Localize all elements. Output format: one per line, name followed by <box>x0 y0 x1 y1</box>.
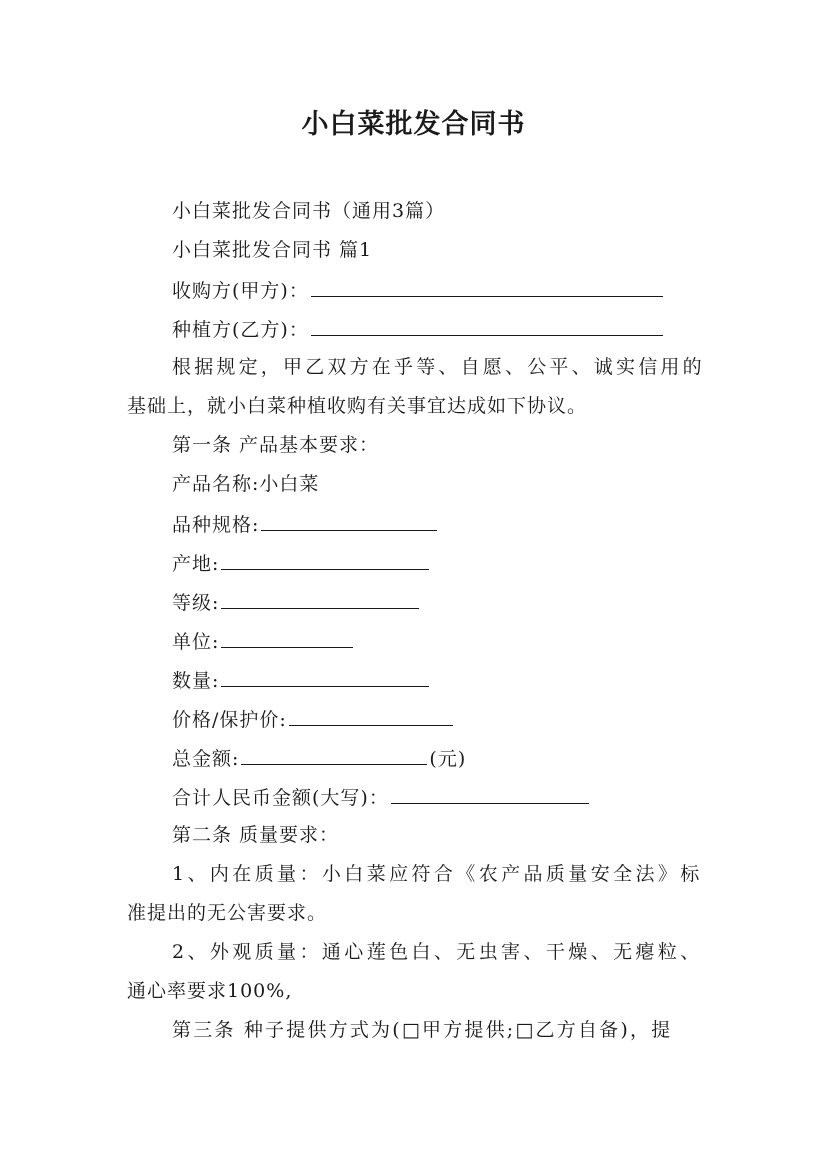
intro-line-2: 基础上，就小白菜种植收购有关事宜达成如下协议。 <box>127 395 588 417</box>
section-heading: 小白菜批发合同书 篇1 <box>172 239 373 261</box>
grade-row <box>172 588 421 616</box>
quantity-blank <box>221 666 429 687</box>
intro-line-1: 根据规定，甲乙双方在乎等、自愿、公平、诚实信用的 <box>172 356 705 378</box>
unit-label: 单位: <box>172 631 220 653</box>
document-title: 小白菜批发合同书 <box>301 109 526 140</box>
product-name: 产品名称:小白菜 <box>172 473 320 495</box>
grade-blank <box>221 588 419 609</box>
article3-line-1: 第三条 种子提供方式为(□甲方提供;□乙方自备)，提 <box>172 1019 673 1041</box>
document-subtitle: 小白菜批发合同书（通用3篇） <box>172 200 446 222</box>
article1-heading: 第一条 产品基本要求： <box>172 434 380 456</box>
quality2-line-1: 2、外观质量：通心莲色白、无虫害、干燥、无瘪粒、 <box>172 941 703 963</box>
total-suffix: (元) <box>429 748 467 770</box>
price-row <box>172 705 455 733</box>
unit-blank <box>221 627 353 648</box>
grower-label: 种植方(乙方)： <box>172 319 309 341</box>
rmb-blank <box>391 783 589 804</box>
price-blank <box>289 705 453 726</box>
quality2-line-2: 通心率要求100%, <box>127 980 293 1002</box>
rmb-row <box>172 783 591 811</box>
quality1-line-1: 1、内在质量：小白菜应符合《农产品质量安全法》标 <box>172 863 703 885</box>
price-label: 价格/保护价: <box>172 709 287 731</box>
rmb-label: 合计人民币金额(大写)： <box>172 787 389 809</box>
spec-blank <box>261 510 437 531</box>
buyer-row <box>172 276 665 304</box>
quantity-row <box>172 666 431 694</box>
quantity-label: 数量: <box>172 670 220 692</box>
grower-row <box>172 315 665 343</box>
article2-heading: 第二条 质量要求： <box>172 824 340 846</box>
origin-blank <box>221 549 429 570</box>
grade-label: 等级: <box>172 592 220 614</box>
origin-label: 产地: <box>172 553 220 575</box>
total-blank <box>241 744 427 765</box>
buyer-blank <box>311 276 663 297</box>
buyer-label: 收购方(甲方)： <box>172 280 309 302</box>
total-row <box>172 744 466 772</box>
origin-row <box>172 549 431 577</box>
quality1-line-2: 准提出的无公害要求。 <box>127 902 328 924</box>
grower-blank <box>311 315 663 336</box>
spec-label: 品种规格: <box>172 514 260 536</box>
total-label: 总金额: <box>172 748 240 770</box>
unit-row <box>172 627 355 655</box>
spec-row <box>172 510 439 538</box>
